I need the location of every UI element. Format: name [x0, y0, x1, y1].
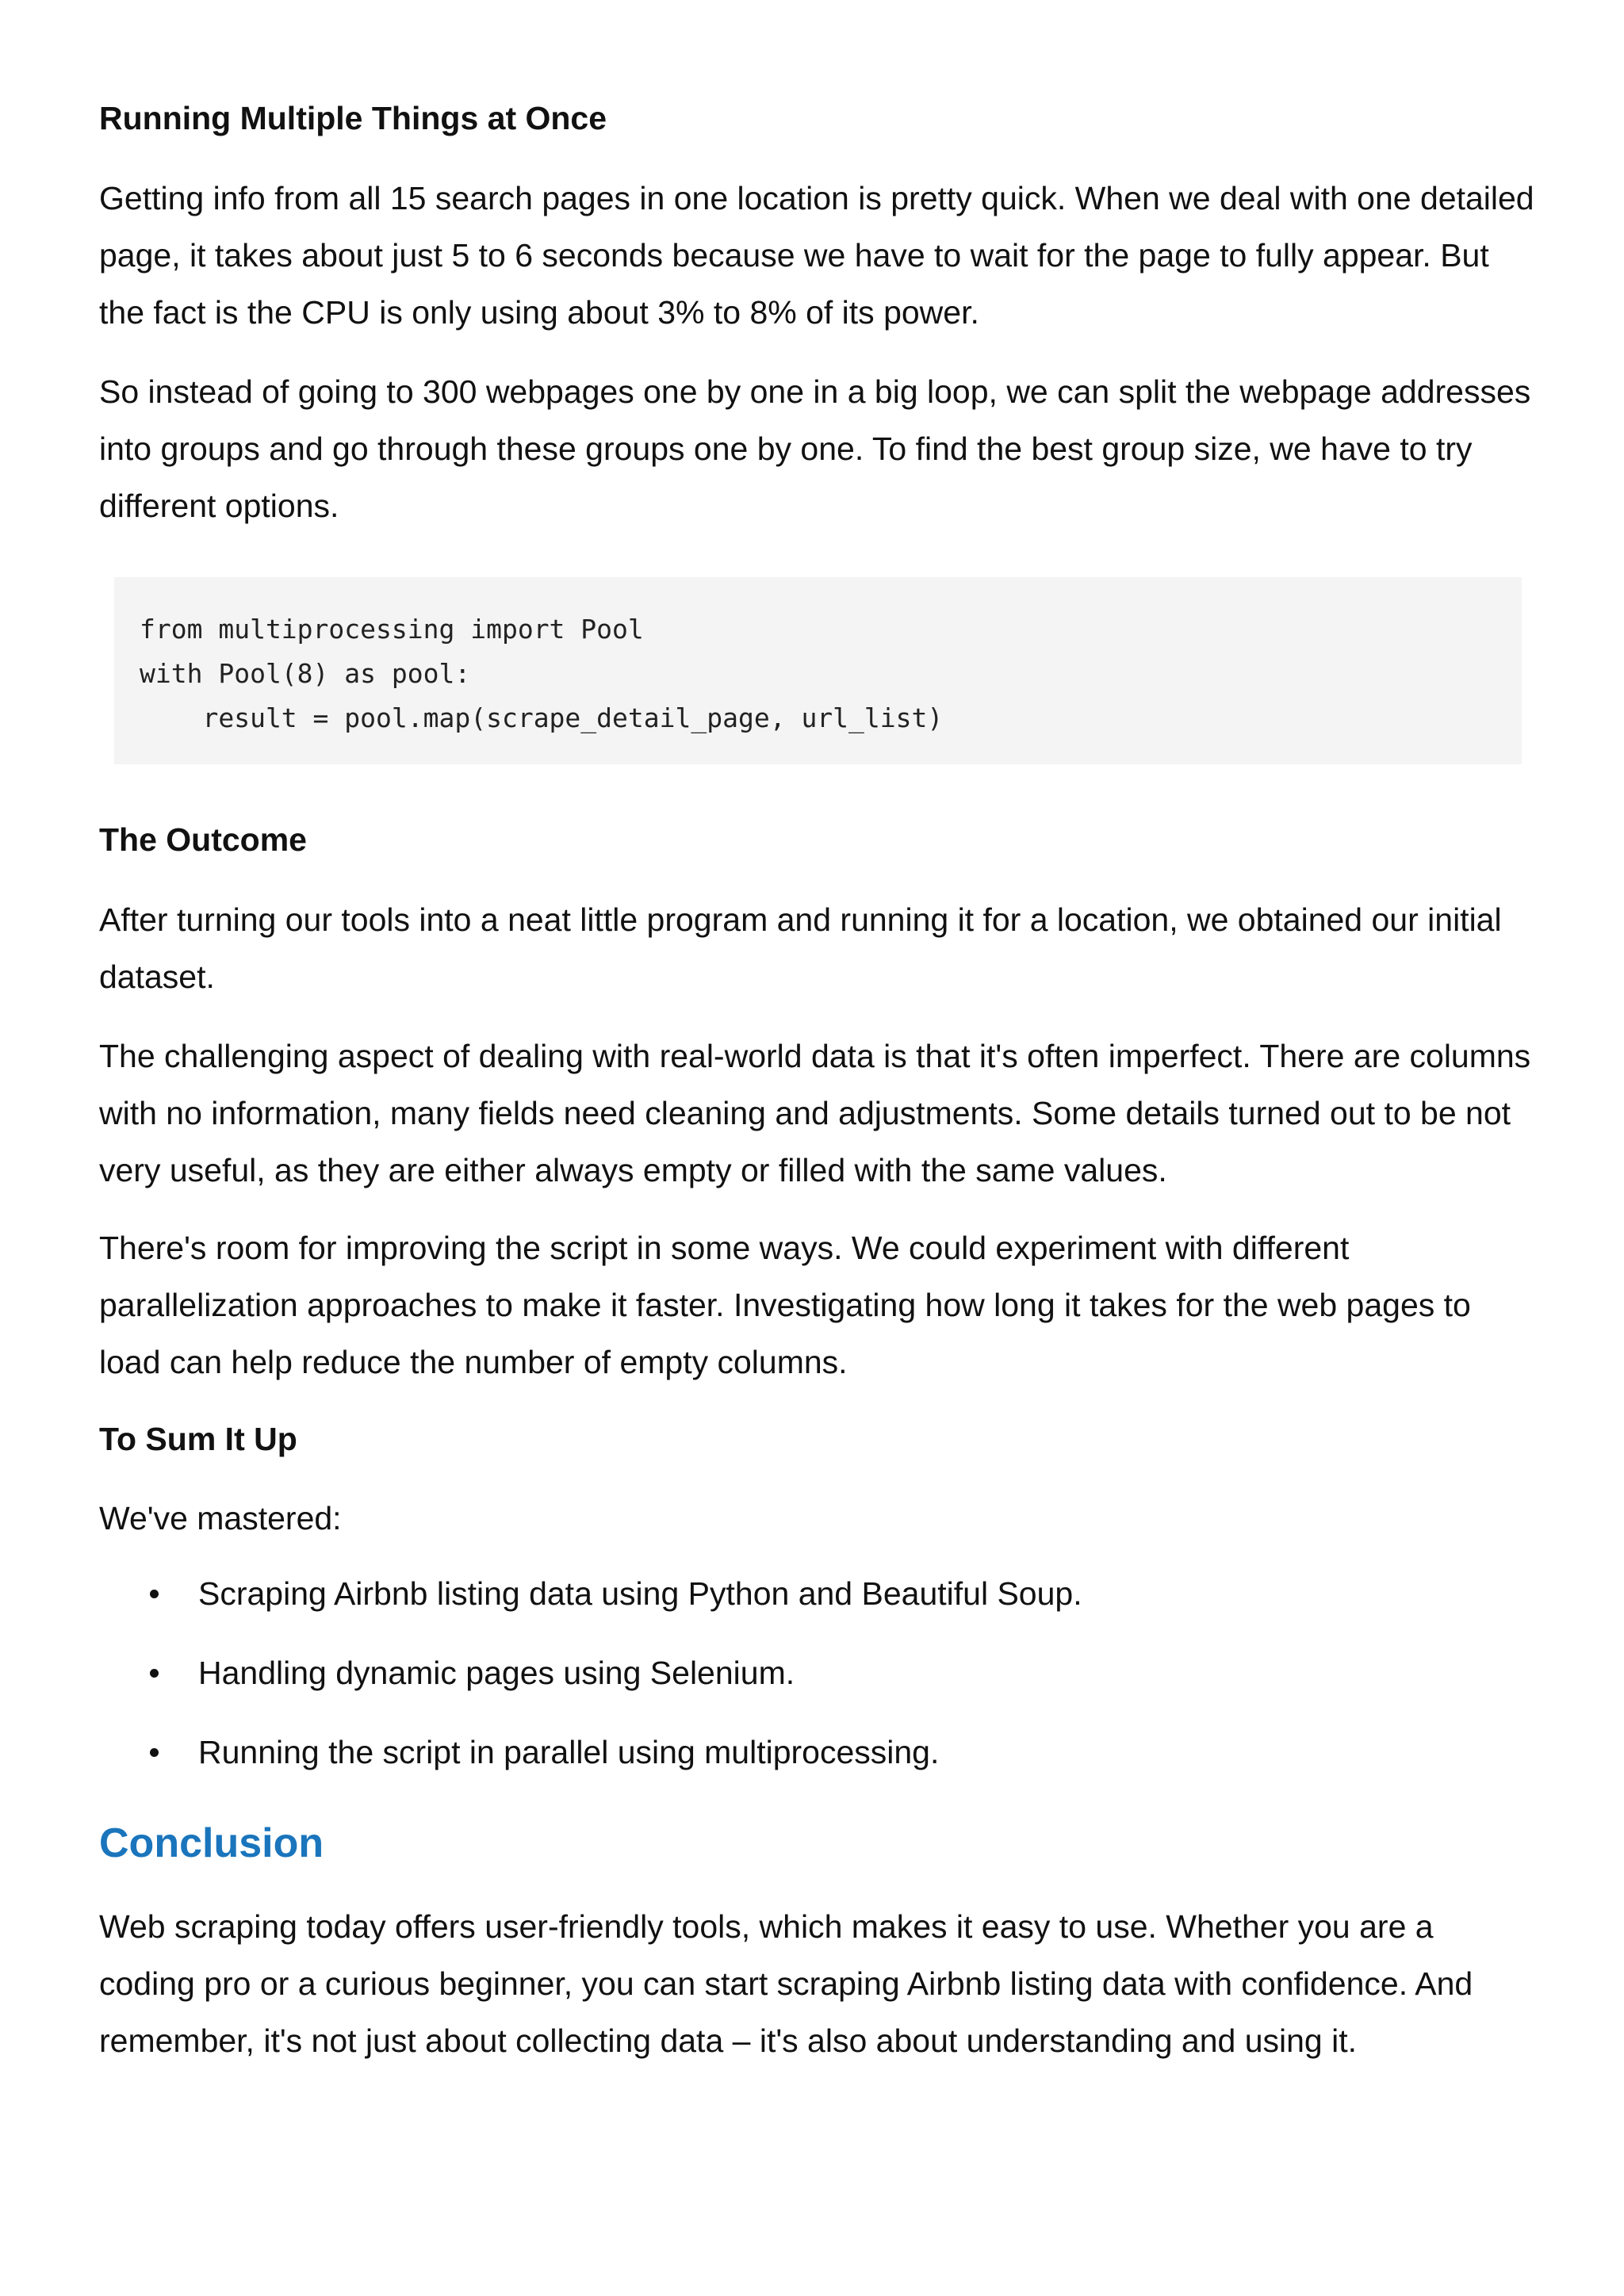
running-paragraph-1: Getting info from all 15 search pages in one location is pretty quick. When we deal with one detailed page, it takes about just 5 to 6 seconds because we have to wait for the page to fully appear. But the fact is the CPU is only using about 3% to 8% of its power. — [99, 180, 1534, 331]
running-paragraph-2: So instead of going to 300 webpages one by one in a big loop, we can split the webpage addresses into groups and go through these groups one by one. To find the best group size, we have to try different options. — [99, 373, 1531, 524]
bullet-icon — [150, 1669, 159, 1678]
list-item — [99, 1653, 1082, 1732]
sum-heading: To Sum It Up — [99, 1421, 297, 1457]
conclusion-paragraph: Web scraping today offers user-friendly tools, which makes it easy to use. Whether you are a coding pro or a curious beginner, you can start scraping Airbnb listing data with confidence. And remember, it's not just about collecting data – it's also about understanding and using it. — [99, 1908, 1473, 2059]
outcome-paragraph-2: The challenging aspect of dealing with real-world data is that it's often imperfect. There are columns with no information, many fields need cleaning and adjustments. Some details turned out to be not very useful, as they are either always empty or filled with the same values. — [99, 1038, 1531, 1188]
code-line: with Pool(8) as pool: — [140, 658, 471, 689]
bullet-icon — [150, 1748, 159, 1757]
outcome-paragraph-3: There's room for improving the script in some ways. We could experiment with different parallelization approaches to make it faster. Investigating how long it takes for the web pages to load can help reduce the number of empty columns. — [99, 1230, 1471, 1380]
list-item-text: Scraping Airbnb listing data using Python and Beautiful Soup. — [198, 1575, 1082, 1612]
outcome-heading: The Outcome — [99, 821, 307, 858]
conclusion-heading: Conclusion — [99, 1820, 324, 1866]
list-item — [99, 1574, 1082, 1653]
list-item-text: Handling dynamic pages using Selenium. — [198, 1655, 795, 1691]
sum-intro: We've mastered: — [99, 1500, 342, 1536]
list-item-text: Running the script in parallel using multiprocessing. — [198, 1734, 940, 1770]
code-line: from multiprocessing import Pool — [140, 614, 644, 645]
code-line: result = pool.map(scrape_detail_page, url_list) — [140, 702, 944, 733]
outcome-paragraph-1: After turning our tools into a neat little program and running it for a location, we obtained our initial dataset. — [99, 901, 1502, 995]
bullet-icon — [150, 1590, 159, 1598]
summary-list — [99, 1574, 1082, 1812]
list-item — [99, 1732, 1082, 1812]
running-heading: Running Multiple Things at Once — [99, 100, 607, 136]
code-block — [114, 577, 1522, 764]
